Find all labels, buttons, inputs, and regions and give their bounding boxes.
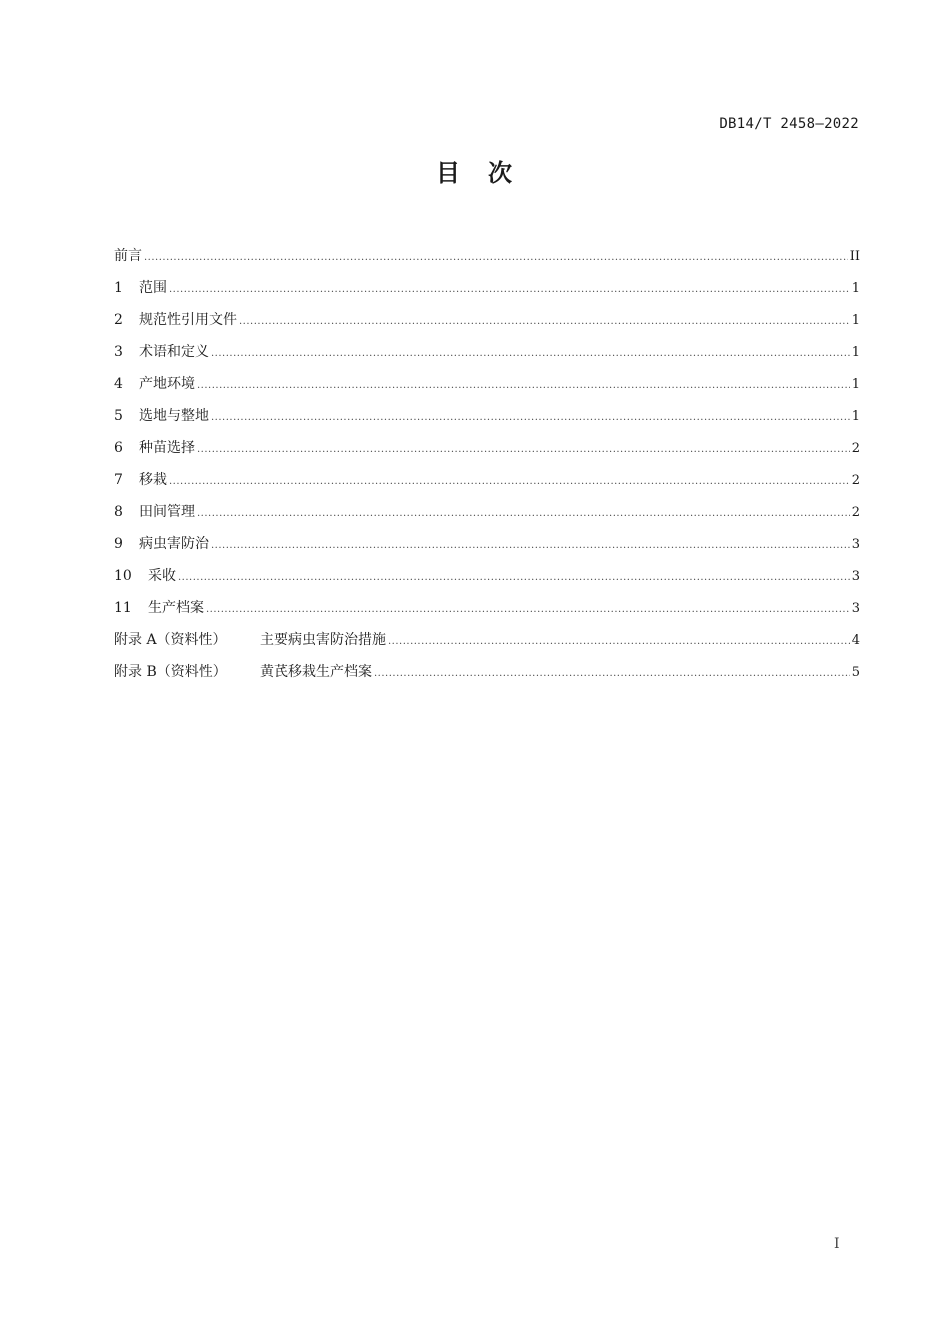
toc-page-number: II xyxy=(849,249,860,264)
toc-leader-dots xyxy=(169,469,850,495)
toc-entry-number: 8 xyxy=(114,504,123,520)
page-number: I xyxy=(834,1236,840,1252)
toc-entry-number: 7 xyxy=(114,472,123,488)
toc-page-number: 1 xyxy=(851,313,860,328)
toc-entry-7[interactable] xyxy=(114,467,860,499)
toc-entry-label: 生产档案 xyxy=(148,600,204,616)
toc-entry-number: 5 xyxy=(114,408,123,424)
toc-entry-number: 1 xyxy=(114,280,123,296)
toc-entry-label: 种苗选择 xyxy=(139,440,195,456)
toc-entry-label: 田间管理 xyxy=(139,504,195,520)
toc-page-number: 1 xyxy=(851,409,860,424)
toc-entry-label: 前言 xyxy=(114,248,142,264)
toc-entry-3[interactable] xyxy=(114,339,860,371)
toc-page-number: 2 xyxy=(851,473,860,488)
toc-entry-label: 选地与整地 xyxy=(139,408,209,424)
toc-title: 目 次 xyxy=(436,159,514,187)
toc-leader-dots xyxy=(197,501,850,527)
toc-leader-dots xyxy=(388,629,850,655)
toc-entry-number: 3 xyxy=(114,344,123,360)
toc-entry-label: 范围 xyxy=(139,280,167,296)
toc-entry-number: 4 xyxy=(114,376,123,392)
toc-leader-dots xyxy=(211,405,850,431)
toc-entry-6[interactable] xyxy=(114,435,860,467)
toc-entry-label: 黄芪移栽生产档案 xyxy=(260,664,372,680)
toc-annex-label: 附录 A（资料性） xyxy=(114,632,227,648)
toc-leader-dots xyxy=(144,245,848,271)
toc-page-number: 4 xyxy=(851,633,860,648)
toc-leader-dots xyxy=(211,341,850,367)
table-of-contents xyxy=(114,243,860,691)
toc-page-number: 3 xyxy=(851,601,860,616)
toc-entry-label: 移栽 xyxy=(139,472,167,488)
toc-entry-annex-b[interactable] xyxy=(114,659,860,691)
toc-entry-label: 产地环境 xyxy=(139,376,195,392)
toc-entry-number: 9 xyxy=(114,536,123,552)
toc-annex-label: 附录 B（资料性） xyxy=(114,664,227,680)
toc-leader-dots xyxy=(197,437,850,463)
toc-leader-dots xyxy=(211,533,850,559)
toc-entry-9[interactable] xyxy=(114,531,860,563)
toc-leader-dots xyxy=(197,373,850,399)
toc-entry-5[interactable] xyxy=(114,403,860,435)
toc-entry-4[interactable] xyxy=(114,371,860,403)
toc-entry-label: 规范性引用文件 xyxy=(139,312,237,328)
toc-page-number: 3 xyxy=(851,537,860,552)
toc-entry-8[interactable] xyxy=(114,499,860,531)
toc-leader-dots xyxy=(206,597,850,623)
toc-page-number: 1 xyxy=(851,281,860,296)
toc-entry-10[interactable] xyxy=(114,563,860,595)
toc-page-number: 5 xyxy=(851,665,860,680)
toc-leader-dots xyxy=(239,309,850,335)
toc-entry-11[interactable] xyxy=(114,595,860,627)
toc-entry-foreword[interactable] xyxy=(114,243,860,275)
toc-entry-number: 10 xyxy=(114,568,132,584)
toc-entry-label: 采收 xyxy=(148,568,176,584)
toc-page-number: 2 xyxy=(851,441,860,456)
toc-entry-1[interactable] xyxy=(114,275,860,307)
toc-entry-label: 主要病虫害防治措施 xyxy=(260,632,386,648)
toc-page-number: 3 xyxy=(851,569,860,584)
toc-page-number: 1 xyxy=(851,345,860,360)
toc-entry-label: 术语和定义 xyxy=(139,344,209,360)
document-code: DB14/T 2458—2022 xyxy=(719,116,859,132)
toc-entry-number: 6 xyxy=(114,440,123,456)
toc-entry-number: 2 xyxy=(114,312,123,328)
toc-entry-2[interactable] xyxy=(114,307,860,339)
toc-page-number: 2 xyxy=(851,505,860,520)
toc-leader-dots xyxy=(169,277,850,303)
toc-leader-dots xyxy=(374,661,850,687)
toc-leader-dots xyxy=(178,565,850,591)
toc-page-number: 1 xyxy=(851,377,860,392)
toc-entry-label: 病虫害防治 xyxy=(139,536,209,552)
toc-entry-annex-a[interactable] xyxy=(114,627,860,659)
toc-entry-number: 11 xyxy=(114,600,132,616)
